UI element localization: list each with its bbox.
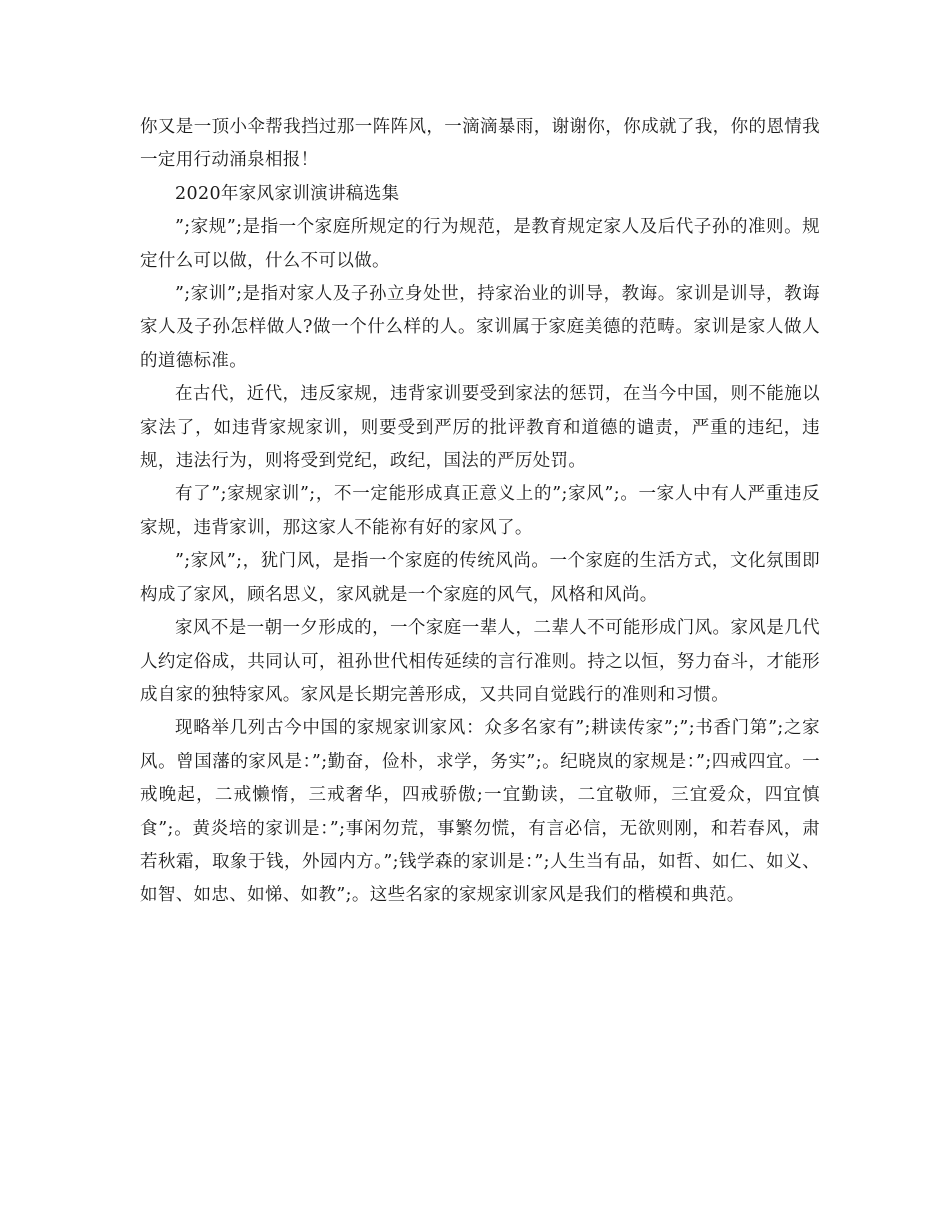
paragraph-6: 有了”;家规家训”;，不一定能形成真正意义上的”;家风”;。一家人中有人严重违反家规，违背家训，那这家人不能祢有好的家风了。	[140, 484, 820, 538]
paragraph-4: ”;家训”;是指对家人及子孙立身处世，持家治业的训导，教诲。家训是训导，教诲家人及子孙怎样做人?做一个什么样的人。家训属于家庭美德的范畴。家训是家人做人的道德标准。	[140, 284, 820, 371]
paragraph-1: 你又是一顶小伞帮我挡过那一阵阵风，一滴滴暴雨，谢谢你，你成就了我，你的恩情我一定用行动涌泉相报！	[140, 117, 820, 171]
paragraph-7: ”;家风”;，犹门风，是指一个家庭的传统风尚。一个家庭的生活方式，文化氛围即构成了家风，顾名思义，家风就是一个家庭的风气，风格和风尚。	[140, 551, 820, 605]
document-body	[140, 111, 820, 913]
paragraph-9: 现略举几列古今中国的家规家训家风：众多名家有”;耕读传家”;”;书香门第”;之家风。曾国藩的家风是：”;勤奋，俭朴，求学，务实”;。纪晓岚的家规是：”;四戒四宜。一戒晚起，二戒懒惰，三戒奢华，四戒骄傲;一宜勤读，二宜敬师，三宜爱众，四宜慎食”;。黄炎培的家训是：”;事闲勿荒，事繁勿慌，有言必信，无欲则刚，和若春风，肃若秋霜，取象于钱，外园内方。”;钱学森的家训是：”;人生当有品，如哲、如仁、如义、如智、如忠、如悌、如教”;。这些名家的家规家训家风是我们的楷模和典范。	[140, 718, 820, 906]
paragraph-8: 家风不是一朝一夕形成的，一个家庭一辈人，二辈人不可能形成门风。家风是几代人约定俗成，共同认可，祖孙世代相传延续的言行准则。持之以恒，努力奋斗，才能形成自家的独特家风。家风是长期完善形成，又共同自觉践行的准则和习惯。	[140, 618, 820, 705]
paragraph-5: 在古代，近代，违反家规，违背家训要受到家法的惩罚，在当今中国，则不能施以家法了，如违背家规家训，则要受到严厉的批评教育和道德的谴责，严重的违纪，违规，违法行为，则将受到党纪，政纪，国法的严厉处罚。	[140, 384, 820, 472]
section-title: 2020年家风家训演讲稿选集	[175, 183, 400, 204]
paragraph-3: ”;家规”;是指一个家庭所规定的行为规范，是教育规定家人及后代子孙的准则。规定什么可以做，什么不可以做。	[140, 217, 820, 271]
